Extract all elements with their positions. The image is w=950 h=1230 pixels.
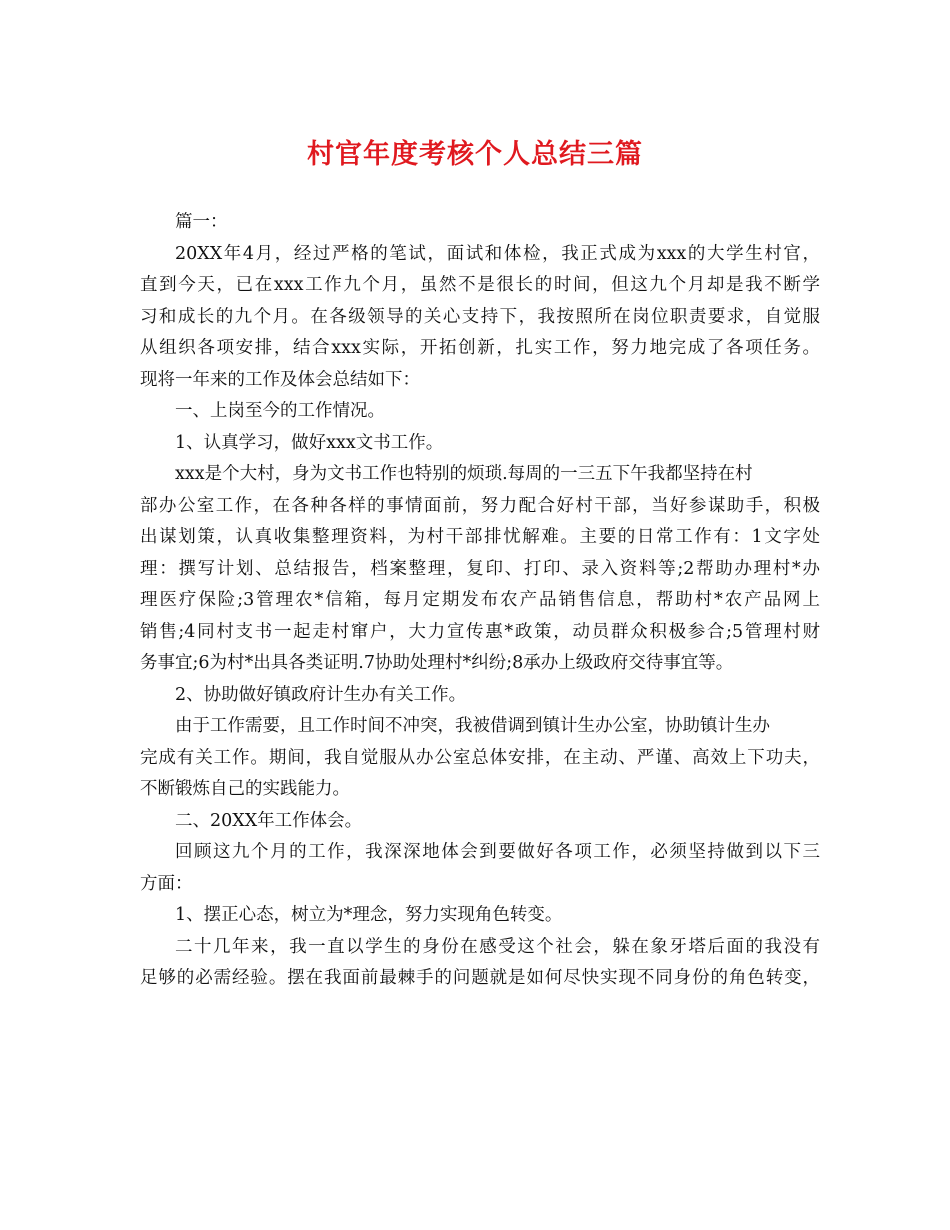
body-text-line: 篇一： <box>175 212 228 232</box>
body-text-line: 理：撰写计划、总结报告，档案整理，复印、打印、录入资料等;2帮助办理村*办 <box>140 558 820 579</box>
body-text-line: 20XX年4月，经过严格的笔试，面试和体检，我正式成为xxx的大学生村官， <box>175 243 820 264</box>
document-title: 村官年度考核个人总结三篇 <box>307 139 643 170</box>
body-text-line: 2、协助做好镇政府计生办有关工作。 <box>175 684 467 705</box>
body-text-line: 部办公室工作，在各种各样的事情面前，努力配合好村干部，当好参谋助手，积极 <box>140 495 820 516</box>
body-text-line: 销售;4同村支书一起走村窜户，大力宣传惠*政策，动员群众积极参合;5管理村财 <box>140 621 820 642</box>
body-text-line: 不断锻炼自己的实践能力。 <box>140 779 350 799</box>
body-text-line: 1、摆正心态，树立为*理念，努力实现角色转变。 <box>175 905 563 925</box>
body-text-line: xxx是个大村，身为文书工作也特别的烦琐.每周的一三五下午我都坚持在村 <box>175 464 753 484</box>
body-text-line: 二、20XX年工作体会。 <box>175 810 363 831</box>
body-text-line: 习和成长的九个月。在各级领导的关心支持下，我按照所在岗位职责要求，自觉服 <box>140 306 820 327</box>
body-text-line: 务事宜;6为村*出具各类证明.7协助处理村*纠纷;8承办上级政府交待事宜等。 <box>140 653 734 673</box>
body-text-line: 由于工作需要，且工作时间不冲突，我被借调到镇计生办公室，协助镇计生办 <box>175 716 770 736</box>
body-text-line: 理医疗保险;3管理农*信箱，每月定期发布农产品销售信息，帮助村*农产品网上 <box>140 590 820 610</box>
body-text-line: 二十几年来，我一直以学生的身份在感受这个社会，躲在象牙塔后面的我没有 <box>175 936 820 957</box>
body-text-line: 足够的必需经验。摆在我面前最棘手的问题就是如何尽快实现不同身份的角色转变， <box>140 968 820 988</box>
body-text-line: 回顾这九个月的工作，我深深地体会到要做好各项工作，必须坚持做到以下三 <box>175 842 820 862</box>
body-text-line: 从组织各项安排，结合xxx实际，开拓创新，扎实工作，努力地完成了各项任务。 <box>140 338 820 358</box>
body-text-line: 一、上岗至今的工作情况。 <box>175 401 385 421</box>
body-text-line: 出谋划策，认真收集整理资料，为村干部排忧解难。主要的日常工作有：1文字处 <box>140 527 820 547</box>
document-body <box>140 207 820 995</box>
body-text-line: 完成有关工作。期间，我自觉服从办公室总体安排，在主动、严谨、高效上下功夫， <box>140 747 820 768</box>
body-text-line: 方面： <box>140 873 193 894</box>
body-text-line: 现将一年来的工作及体会总结如下： <box>140 369 420 390</box>
body-text-line: 1、认真学习，做好xxx文书工作。 <box>175 432 444 453</box>
body-text-line: 直到今天，已在xxx工作九个月，虽然不是很长的时间，但这九个月却是我不断学 <box>140 275 820 295</box>
